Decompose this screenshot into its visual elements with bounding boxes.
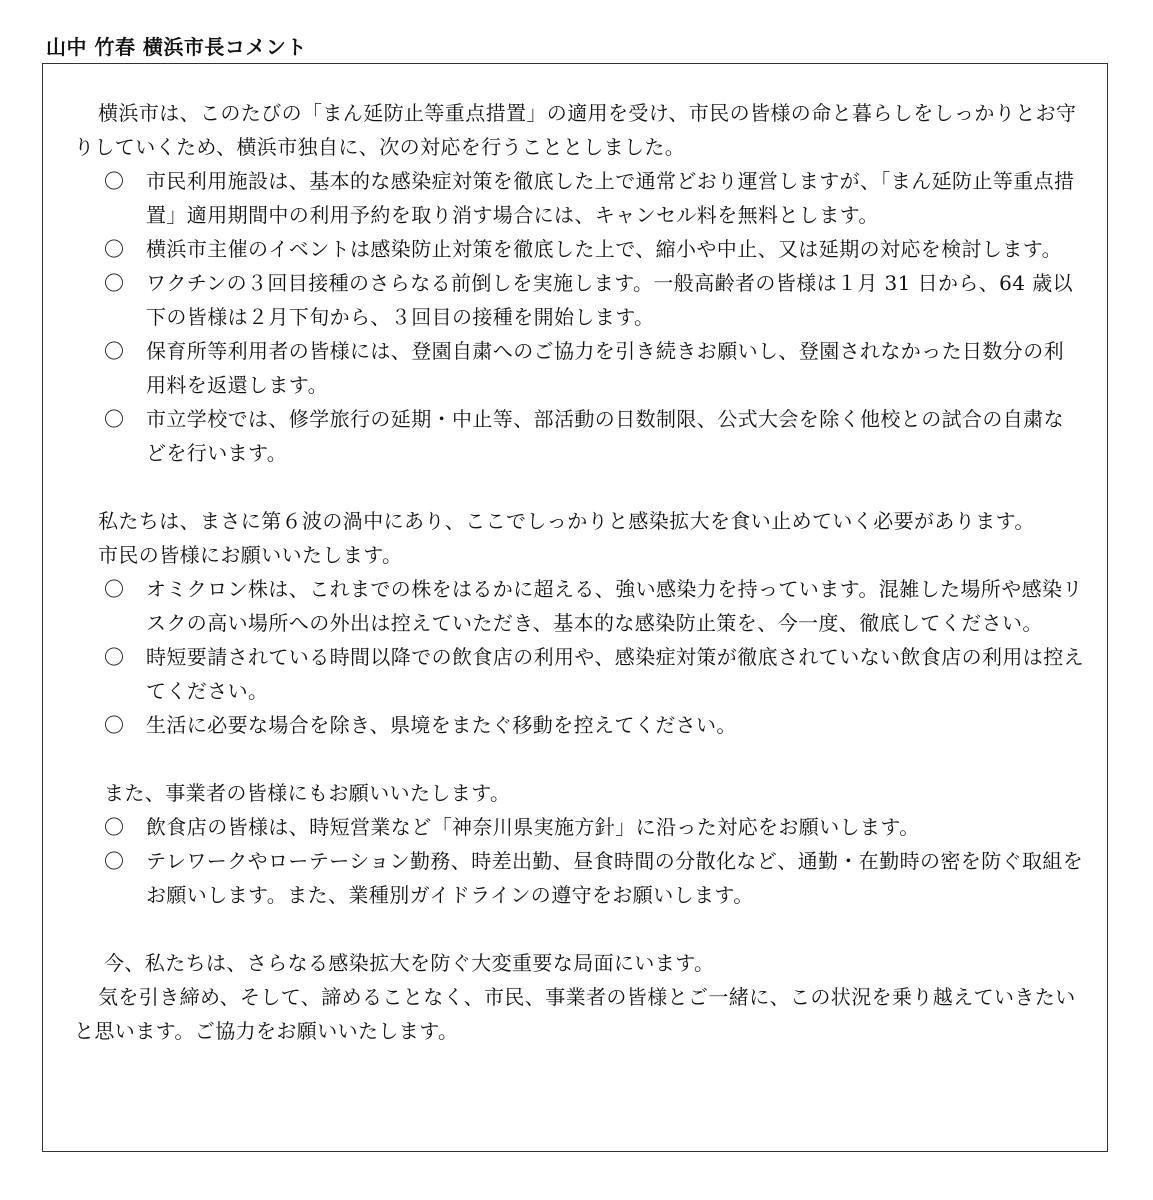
list-item-text: 市民利用施設は、基本的な感染症対策を徹底した上で通常どおり運営しますが、「まん延防止等重点措置」適用期間中の利用予約を取り消す場合には、キャンセル料を無料とします。 bbox=[146, 169, 1075, 227]
list-item bbox=[74, 708, 1084, 742]
bullet-marker: 〇 bbox=[104, 237, 125, 261]
bullet-marker: 〇 bbox=[104, 271, 125, 295]
list-item bbox=[74, 844, 1084, 912]
bullet-marker: 〇 bbox=[104, 407, 125, 431]
bullet-marker: 〇 bbox=[104, 815, 125, 839]
paragraph-gap bbox=[74, 912, 1084, 946]
list-item-text: 時短要請されている時間以降での飲食店の利用や、感染症対策が徹底されていない飲食店の利用は控えてください。 bbox=[146, 645, 1084, 703]
section2-intro: 私たちは、まさに第６波の渦中にあり、ここでしっかりと感染拡大を食い止めていく必要があります。 bbox=[98, 509, 1035, 533]
list-item-text: 市立学校では、修学旅行の延期・中止等、部活動の日数制限、公式大会を除く他校との試合の自粛などを行います。 bbox=[146, 407, 1064, 465]
bullet-marker: 〇 bbox=[104, 577, 125, 601]
list-item-text: 飲食店の皆様は、時短営業など「神奈川県実施方針」に沿った対応をお願いします。 bbox=[146, 815, 920, 839]
closing-line-2: 気を引き締め、そして、諦めることなく、市民、事業者の皆様とご一緒に、この状況を乗り越えていきたいと思います。ご協力をお願いいたします。 bbox=[74, 985, 1076, 1043]
list-item-text: ワクチンの３回目接種のさらなる前倒しを実施します。一般高齢者の皆様は１月 31 日から、64 歳以下の皆様は２月下旬から、３回目の接種を開始します。 bbox=[146, 271, 1073, 329]
page-title: 山中 竹春 横浜市長コメント bbox=[46, 35, 307, 59]
list-item bbox=[74, 640, 1084, 708]
list-item bbox=[74, 572, 1084, 640]
closing-line-1: 今、私たちは、さらなる感染拡大を防ぐ大変重要な局面にいます。 bbox=[104, 951, 715, 975]
paragraph-gap bbox=[74, 742, 1084, 776]
list-item bbox=[74, 810, 1084, 844]
list-item-text: 保育所等利用者の皆様には、登園自粛へのご協力を引き続きお願いし、登園されなかった日数分の利用料を返還します。 bbox=[146, 339, 1064, 397]
comment-body bbox=[74, 96, 1084, 1048]
list-item-text: 生活に必要な場合を除き、県境をまたぐ移動を控えてください。 bbox=[146, 713, 737, 737]
list-item bbox=[74, 402, 1084, 470]
section2-request: 市民の皆様にお願いいたします。 bbox=[98, 543, 403, 567]
paragraph-gap bbox=[74, 470, 1084, 504]
bullet-marker: 〇 bbox=[104, 339, 125, 363]
bullet-marker: 〇 bbox=[104, 713, 125, 737]
list-item bbox=[74, 334, 1084, 402]
list-item bbox=[74, 164, 1084, 232]
list-item-text: 横浜市主催のイベントは感染防止対策を徹底した上で、縮小や中止、又は延期の対応を検討します。 bbox=[146, 237, 1062, 261]
bullet-marker: 〇 bbox=[104, 849, 125, 873]
section3-intro: また、事業者の皆様にもお願いいたします。 bbox=[104, 781, 511, 805]
bullet-marker: 〇 bbox=[104, 169, 125, 193]
list-item-text: オミクロン株は、これまでの株をはるかに超える、強い感染力を持っています。混雑した場所や感染リスクの高い場所への外出は控えていただき、基本的な感染防止策を、今一度、徹底してください。 bbox=[146, 577, 1083, 635]
list-item bbox=[74, 232, 1084, 266]
list-item bbox=[74, 266, 1084, 334]
section1-intro: 横浜市は、このたびの「まん延防止等重点措置」の適用を受け、市民の皆様の命と暮らしをしっかりとお守りしていくため、横浜市独自に、次の対応を行うこととしました。 bbox=[74, 101, 1077, 159]
list-item-text: テレワークやローテーション勤務、時差出勤、昼食時間の分散化など、通勤・在勤時の密を防ぐ取組をお願いします。また、業種別ガイドラインの遵守をお願いします。 bbox=[146, 849, 1084, 907]
bullet-marker: 〇 bbox=[104, 645, 125, 669]
